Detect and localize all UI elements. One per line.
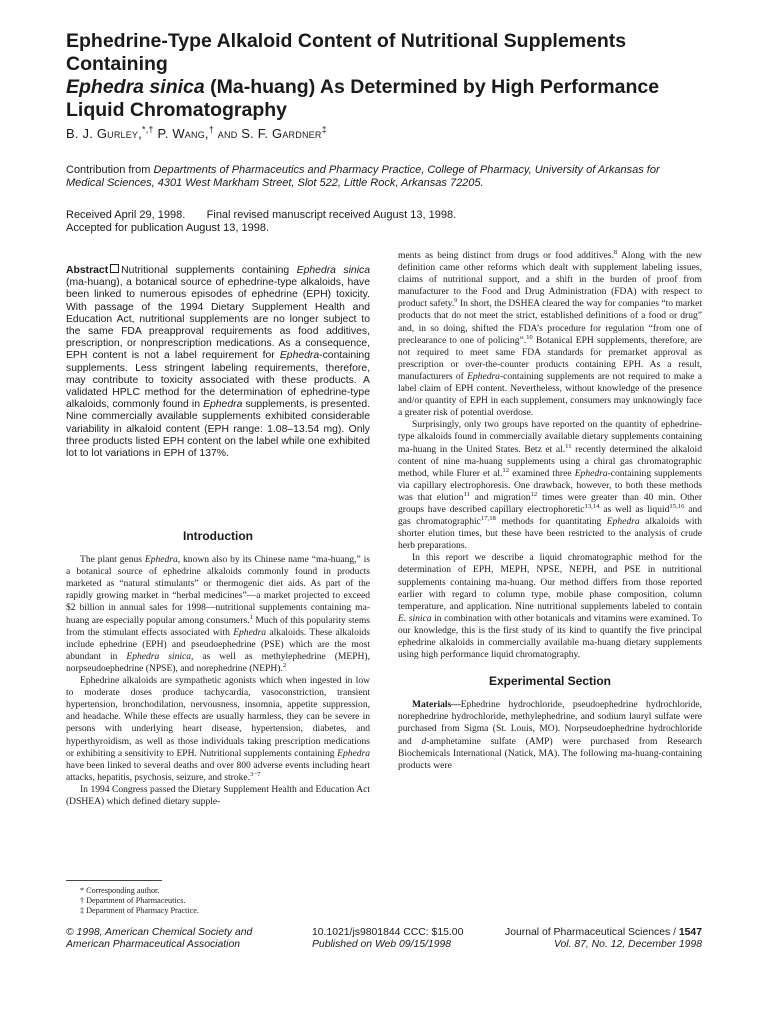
reference-citation: 8: [613, 248, 618, 256]
intro-paragraph-1: The plant genus Ephedra, known also by its Chinese name “ma-huang,” is a botanical source of ephedrine alkaloids commonly found in products marketed as “natural stimulants” or thermogenic diet aids. As part of the rapidly growing market in “herbal medicines”—a market projected to exceed $2 billion in annual sales for 1998—nutritional supplements containing ma-huang are especially popular among consumers.$^1$ Much of this popularity stems from the stimulant effects associated with Ephedra alkaloids. These alkaloids include ephedrine (EPH) and pseudoephedrine (PSE) which are the most abundant in Ephedra sinica, as well as methylephedrine (MEPH), norpseudoephedrine (NPSE), and norephedrine (NEPH).$^2$: [66, 554, 371, 674]
footer-doi: [312, 927, 463, 951]
footer-copyright-line-2: American Pharmaceutical Association: [66, 939, 241, 951]
italic-term: Ephedra: [574, 467, 608, 479]
footer-copyright: [66, 927, 252, 951]
italic-term: d: [421, 735, 427, 747]
title-species: Ephedra sinica: [66, 76, 205, 98]
footer-published: Published on Web 09/15/1998: [312, 939, 452, 951]
abstract-text-1: Nutritional supplements containing: [121, 265, 297, 276]
right-paragraph-1: ments as being distinct from drugs or food additives.$^8$ Along with the new definition came other reforms which dealt with supplement labeling issues, claims of nutritional support, and a shift in the burden of proof from manufacturer to the Food and Drug Administration (FDA) with respect to product safety.$^9$ In short, the DSHEA cleared the way for companies “to market products that do not meet the strict, established definitions of a food or drug” and, in so doing, shifted the FDA’s procedure for regulation “from one of preclearance to one of policing”.$^{10}$ Botanical EPH supplements, therefore, are not required to meet same FDA standards for premarket approval as prescription or over-the-counter products containing EPH. As a result, manufacturers of Ephedra-containing supplements are not required to make a label claim of EPH content. Nevertheless, without knowledge of the presence and/or quantity of EPH in each supplement, consumers may unknowingly face a greater risk of potential overdose.: [398, 248, 703, 419]
reference-citation: 17,18: [480, 514, 496, 522]
reference-citation: 11: [565, 442, 572, 450]
footnote-pharmacy-practice: ‡ Department of Pharmacy Practice.: [80, 906, 199, 916]
materials-paragraph: Materials—Ephedrine hydrochloride, pseudoephedrine hydrochloride, norephedrine hydrochloride, methylephedrine, and sodium lauryl sulfate were purchased from Sigma (St. Louis, MO). Norpseudoephedrine hydrochloride and d-amphetamine sulfate (AMP) were purchased from Research Biochemicals International (Natick, MA). The following ma-huang-containing products were: [398, 699, 703, 771]
affiliation: [66, 164, 686, 190]
reference-citation: 15,16: [669, 502, 685, 510]
reference-citation: 12: [502, 466, 510, 474]
title-line-1: Ephedrine-Type Alkaloid Content of Nutritional Supplements Containing: [66, 30, 627, 75]
abstract: [66, 264, 370, 460]
abstract-label: Abstract: [66, 265, 109, 276]
affiliation-text: Departments of Pharmaceutics and Pharmacy Practice, College of Pharmacy, University of Arkansas for Medical Sciences, 4301 West Markham Street, Slot 522, Little Rock, Arkansas 72205.: [66, 164, 660, 189]
reference-citation: 3−7: [250, 770, 261, 778]
intro-paragraph-2: Ephedrine alkaloids are sympathetic agonists which when ingested in low to moderate doses produce tachycardia, vasoconstriction, transient hypertension, bronchodilation, nervousness, insomnia, appetite suppression, and headache. While these effects are usually harmless, they can be severe in persons with underlying heart disease, hypertension, diabetes, and hyperthyroidism, as well as those individuals taking prescription medications or exhibiting a sensitivity to EPH. Nutritional supplements containing Ephedra have been linked to several deaths and over 800 adverse events including heart attacks, hepatitis, psychosis, seizure, and stroke.$^{3-7}$: [66, 675, 370, 783]
author-1-marks: *,†: [141, 124, 154, 135]
abstract-text-4: supplements, is presented. Nine commercially available supplements exhibited considerable variability in alkaloid content (EPH range: 1.08–13.54 mg). Only three products listed EPH content on the label while one exhibited lot to lot variations in EPH of 137%.: [66, 399, 370, 460]
footer-volume: Vol. 87, No. 12, December 1998: [553, 939, 702, 951]
italic-term: Ephedra: [233, 626, 267, 638]
italic-term: Ephedra: [606, 516, 640, 528]
abstract-italic-2: Ephedra: [279, 350, 320, 362]
italic-term: Ephedra: [467, 370, 500, 382]
reference-citation: 11: [463, 490, 470, 498]
square-icon: [110, 264, 119, 273]
left-column: [66, 530, 370, 808]
footer-doi-line: 10.1021/js9801844 CCC: $15.00: [312, 927, 464, 938]
abstract-text-2: (ma-huang), a botanical source of ephedrine-type alkaloids, have been linked to numerous episodes of ephedrine (EPH) toxicity. With passage of the 1994 Dietary Supplement Health and Education Act, nutritional supplements are no longer subject to the same FDA preapproval requirements as food additives, prescription, or nonprescription medications. As a consequence, EPH content is not a label requirement for: [66, 277, 370, 362]
footer-journal-name: Journal of Pharmaceutical Sciences /: [505, 927, 679, 938]
footer-journal: [505, 927, 702, 951]
author-2-marks: †: [208, 124, 214, 135]
right-paragraph-2: Surprisingly, only two groups have reported on the quantity of ephedrine-type alkaloids found in commercially available dietary supplements containing ma-huang in the United States. Betz et al.$^{11}$ recently determined the alkaloid content of nine ma-huang supplements using a chiral gas chromatographic method, while Flurer et al.$^{12}$ examined three Ephedra-containing supplements via capillary electrophoresis. One drawback, however, to both these methods was that elution$^{11}$ and migration$^{12}$ times were greater than 40 min. Other groups have described capillary electrophoretic$^{13,14}$ as well as liquid$^{15,16}$ and gas chromatographic$^{17,18}$ methods for quantitating Ephedra alkaloids with shorter elution times, but these have been restricted to the analysis of crude herb preparations.: [398, 419, 703, 552]
author-2: P. Wang,: [157, 126, 209, 141]
italic-term: Ephedra: [144, 554, 178, 566]
received-date: Received April 29, 1998.: [66, 209, 186, 221]
footnotes: [80, 886, 199, 917]
footnote-corresponding: * Corresponding author.: [80, 886, 160, 895]
article-title: [66, 30, 706, 122]
reference-citation: 13,14: [584, 502, 600, 510]
experimental-heading: Experimental Section: [488, 674, 612, 689]
introduction-heading: Introduction: [183, 529, 253, 543]
accepted-date: Accepted for publication August 13, 1998.: [66, 222, 270, 234]
title-line-2: (Ma-huang) As Determined by High Performance Liquid Chromatography: [66, 76, 660, 121]
reference-citation: 10: [526, 333, 533, 341]
page-number: 1547: [678, 927, 702, 938]
italic-term: Ephedra: [337, 747, 370, 759]
intro-paragraph-3: In 1994 Congress passed the Dietary Supplement Health and Education Act (DSHEA) which defined dietary supple-: [66, 783, 370, 807]
author-3: S. F. Gardner: [241, 126, 322, 141]
author-conjunction: and: [217, 126, 238, 141]
reference-citation: 2: [282, 661, 287, 669]
reference-citation: 9: [454, 297, 458, 305]
revised-date: Final revised manuscript received August 13, 1998.: [206, 209, 457, 221]
reference-citation: 12: [530, 490, 538, 498]
manuscript-dates: [66, 209, 686, 235]
italic-term: E. sinica: [398, 612, 432, 624]
run-in-heading: Materials—: [412, 699, 461, 711]
abstract-italic-3: Ephedra: [203, 399, 243, 411]
author-list: [66, 126, 327, 141]
italic-term: Ephedra sinica: [126, 650, 192, 662]
author-3-marks: ‡: [321, 124, 327, 135]
footnote-pharmaceutics: † Department of Pharmaceutics.: [80, 896, 186, 906]
author-1: B. J. Gurley,: [66, 126, 142, 141]
right-paragraph-3: In this report we describe a liquid chromatographic method for the determination of EPH, MEPH, NPSE, NEPH, and PSE in nutritional supplements containing ma-huang. Our method differs from those reported earlier with regard to column type, mobile phase composition, column temperature, and application. Nine nutritional supplements labeled to contain E. sinica in combination with other botanicals and vitamins were examined. To our knowledge, this is the first study of its kind to quantify the five principal ephedrine alkaloids in commercially available ma-huang dietary supplements using high performance liquid chromatography.: [398, 552, 702, 661]
affiliation-prefix: Contribution from: [66, 164, 154, 176]
reference-citation: 1: [249, 613, 253, 621]
abstract-italic-1: Ephedra sinica: [296, 265, 370, 276]
footnote-divider: [66, 880, 162, 881]
right-column: [398, 250, 702, 772]
footer-copyright-line-1: © 1998, American Chemical Society and: [66, 927, 253, 938]
abstract-text-3: -containing supplements. Less stringent labeling requirements, therefore, may contribute to toxicity associated with these products. A validated HPLC method for the determination of ephedrine-type alkaloids, commonly found in: [66, 350, 370, 411]
